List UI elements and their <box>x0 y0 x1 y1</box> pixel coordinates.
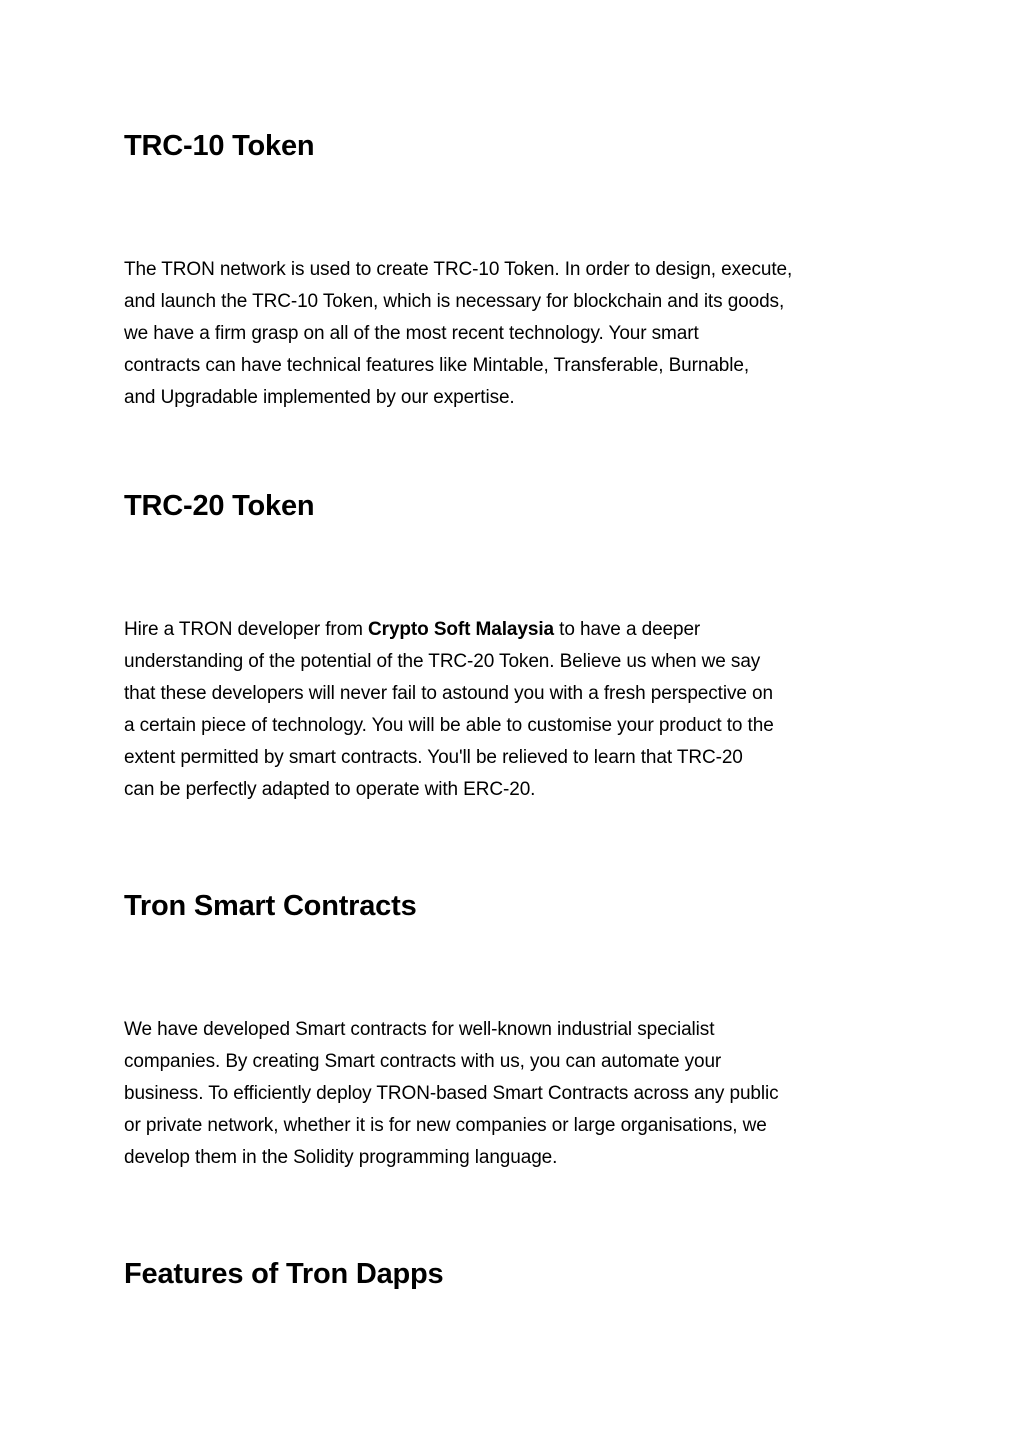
section-heading-smart-contracts: Tron Smart Contracts <box>124 890 417 922</box>
paragraph-text: to have a deeper <box>553 619 701 640</box>
paragraph-line: and launch the TRC-10 Token, which is necessary for blockchain and its goods, <box>124 291 785 312</box>
section-paragraph-trc20 <box>124 614 914 806</box>
section-paragraph-trc10 <box>124 254 914 414</box>
paragraph-line: and Upgradable implemented by our expertise. <box>124 387 515 408</box>
paragraph-line <box>124 614 914 646</box>
paragraph-line: extent permitted by smart contracts. You'll be relieved to learn that TRC-20 <box>124 747 743 768</box>
paragraph-line: understanding of the potential of the TRC-20 Token. Believe us when we say <box>124 651 761 672</box>
company-name: Crypto Soft Malaysia <box>368 619 554 640</box>
paragraph-line: we have a firm grasp on all of the most recent technology. Your smart <box>124 323 699 344</box>
section-paragraph-smart-contracts <box>124 1014 914 1174</box>
paragraph-line: We have developed Smart contracts for well-known industrial specialist <box>124 1019 715 1040</box>
paragraph-line: or private network, whether it is for new companies or large organisations, we <box>124 1115 767 1136</box>
paragraph-line: develop them in the Solidity programming language. <box>124 1147 558 1168</box>
paragraph-text: Hire a TRON developer from <box>124 619 369 640</box>
section-heading-trc20: TRC-20 Token <box>124 490 315 522</box>
paragraph-line: can be perfectly adapted to operate with ERC-20. <box>124 779 536 800</box>
section-heading-tron-dapps: Features of Tron Dapps <box>124 1258 444 1290</box>
paragraph-line: business. To efficiently deploy TRON-based Smart Contracts across any public <box>124 1083 779 1104</box>
paragraph-line: that these developers will never fail to astound you with a fresh perspective on <box>124 683 773 704</box>
paragraph-line: companies. By creating Smart contracts with us, you can automate your <box>124 1051 722 1072</box>
section-heading-trc10: TRC-10 Token <box>124 130 315 162</box>
paragraph-line: a certain piece of technology. You will be able to customise your product to the <box>124 715 774 736</box>
paragraph-line: The TRON network is used to create TRC-10 Token. In order to design, execute, <box>124 259 793 280</box>
paragraph-line: contracts can have technical features like Mintable, Transferable, Burnable, <box>124 355 750 376</box>
